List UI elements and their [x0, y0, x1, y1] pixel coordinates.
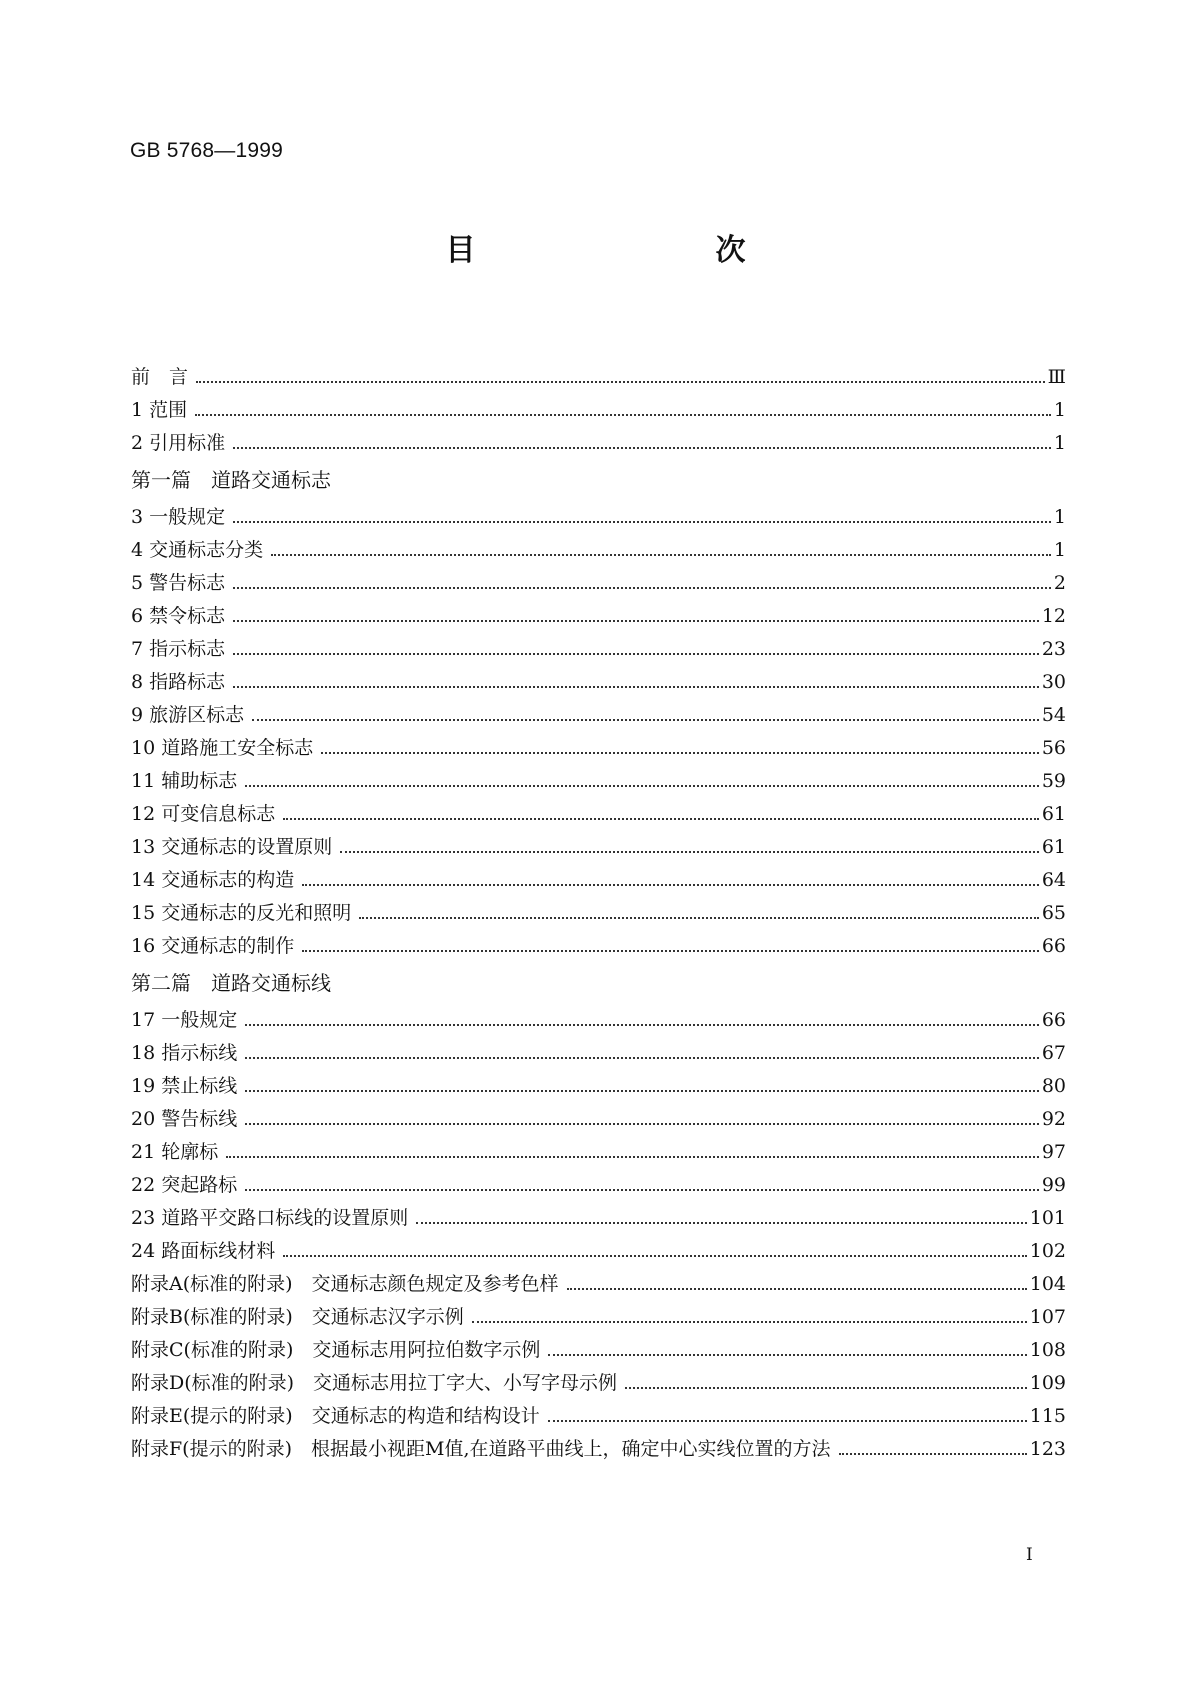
toc-entry[interactable]: [131, 1268, 1066, 1301]
toc-entry[interactable]: [131, 831, 1066, 864]
toc-entry-page: 66: [1041, 935, 1066, 957]
toc-dot-leader: [233, 447, 1051, 449]
toc-entry[interactable]: [131, 1103, 1066, 1136]
toc-entry-label: 21 轮廓标: [131, 1141, 219, 1163]
toc-entry-page: 1: [1053, 539, 1066, 561]
toc-entry-page: 59: [1041, 770, 1066, 792]
toc-entry[interactable]: [131, 501, 1066, 534]
toc-entry-page: 92: [1041, 1108, 1066, 1130]
toc-entry-label: 附录D(标准的附录) 交通标志用拉丁字大、小写字母示例: [131, 1372, 618, 1394]
toc-entry[interactable]: [131, 361, 1066, 394]
toc-dot-leader: [233, 521, 1051, 523]
toc-entry-label: 15 交通标志的反光和照明: [131, 902, 352, 924]
toc-entry-label: 3 一般规定: [131, 506, 226, 528]
toc-entry-label: 2 引用标准: [131, 432, 226, 454]
toc-dot-leader: [245, 1057, 1039, 1059]
toc-entry-page: Ⅲ: [1047, 366, 1066, 388]
toc-entry-label: 7 指示标志: [131, 638, 226, 660]
toc-dot-leader: [283, 818, 1039, 820]
toc-entry-label: 22 突起路标: [131, 1174, 238, 1196]
toc-entry-label: 1 范围: [131, 399, 188, 421]
toc-entry[interactable]: [131, 699, 1066, 732]
toc-entry-page: 123: [1029, 1438, 1066, 1460]
toc-entry[interactable]: [131, 427, 1066, 460]
toc-entry[interactable]: [131, 1202, 1066, 1235]
toc-entry-label: 10 道路施工安全标志: [131, 737, 314, 759]
toc-entry[interactable]: [131, 1070, 1066, 1103]
toc-entry-page: 30: [1041, 671, 1066, 693]
toc-entry-label: 14 交通标志的构造: [131, 869, 295, 891]
toc-entry[interactable]: [131, 732, 1066, 765]
toc-entry-label: 11 辅助标志: [131, 770, 238, 792]
toc-dot-leader: [245, 1189, 1039, 1191]
toc-entry[interactable]: [131, 1400, 1066, 1433]
toc-entry-label: 前 言: [131, 366, 189, 388]
toc-entry-page: 54: [1041, 704, 1066, 726]
toc-entry-label: 20 警告标线: [131, 1108, 238, 1130]
toc-entry-page: 56: [1041, 737, 1066, 759]
toc-entry[interactable]: [131, 930, 1066, 963]
toc-dot-leader: [245, 1090, 1039, 1092]
toc-entry-label: 24 路面标线材料: [131, 1240, 276, 1262]
toc-dot-leader: [472, 1321, 1027, 1323]
toc-dot-leader: [340, 851, 1039, 853]
toc-entry[interactable]: [131, 567, 1066, 600]
toc-dot-leader: [245, 785, 1039, 787]
toc-entry[interactable]: [131, 1334, 1066, 1367]
toc-dot-leader: [321, 752, 1039, 754]
toc-dot-leader: [226, 1156, 1039, 1158]
toc-entry-label: 23 道路平交路口标线的设置原则: [131, 1207, 409, 1229]
toc-entry-label: 4 交通标志分类: [131, 539, 264, 561]
toc-dot-leader: [359, 917, 1039, 919]
toc-dot-leader: [302, 884, 1039, 886]
toc-entry-label: 附录C(标准的附录) 交通标志用阿拉伯数字示例: [131, 1339, 541, 1361]
toc-dot-leader: [548, 1354, 1026, 1356]
page-number: I: [1026, 1545, 1033, 1565]
toc-dot-leader: [252, 719, 1039, 721]
toc-entry-page: 108: [1029, 1339, 1066, 1361]
table-of-contents: [131, 361, 1066, 1466]
toc-entry-page: 109: [1029, 1372, 1066, 1394]
toc-dot-leader: [195, 414, 1051, 416]
toc-entry-label: 16 交通标志的制作: [131, 935, 295, 957]
toc-entry-label: 8 指路标志: [131, 671, 226, 693]
toc-entry-page: 99: [1041, 1174, 1066, 1196]
toc-dot-leader: [233, 620, 1039, 622]
page-title: 目 次: [445, 233, 806, 268]
toc-entry[interactable]: [131, 1235, 1066, 1268]
toc-entry-label: 18 指示标线: [131, 1042, 238, 1064]
toc-entry[interactable]: [131, 1136, 1066, 1169]
toc-dot-leader: [245, 1024, 1039, 1026]
toc-part-heading: 第一篇 道路交通标志: [131, 468, 331, 492]
toc-entry[interactable]: [131, 1004, 1066, 1037]
toc-entry[interactable]: [131, 897, 1066, 930]
toc-entry-page: 61: [1041, 836, 1066, 858]
toc-entry-page: 80: [1041, 1075, 1066, 1097]
toc-entry-page: 2: [1053, 572, 1066, 594]
toc-entry-page: 107: [1029, 1306, 1066, 1328]
toc-entry-label: 附录A(标准的附录) 交通标志颜色规定及参考色样: [131, 1273, 559, 1295]
toc-dot-leader: [233, 686, 1039, 688]
toc-entry[interactable]: [131, 798, 1066, 831]
standard-number: GB 5768—1999: [130, 139, 284, 162]
toc-dot-leader: [271, 554, 1051, 556]
toc-dot-leader: [839, 1453, 1027, 1455]
toc-dot-leader: [416, 1222, 1027, 1224]
toc-dot-leader: [283, 1255, 1027, 1257]
toc-entry-page: 97: [1041, 1141, 1066, 1163]
toc-entry[interactable]: [131, 1433, 1066, 1466]
toc-entry[interactable]: [131, 600, 1066, 633]
toc-entry-page: 61: [1041, 803, 1066, 825]
toc-entry-label: 附录F(提示的附录) 根据最小视距M值,在道路平曲线上，确定中心实线位置的方法: [131, 1438, 831, 1460]
toc-entry-page: 104: [1029, 1273, 1066, 1295]
toc-entry-label: 附录E(提示的附录) 交通标志的构造和结构设计: [131, 1405, 540, 1427]
toc-dot-leader: [548, 1420, 1027, 1422]
toc-entry-label: 6 禁令标志: [131, 605, 226, 627]
toc-dot-leader: [567, 1288, 1027, 1290]
toc-dot-leader: [302, 950, 1039, 952]
toc-entry-page: 1: [1053, 399, 1066, 421]
toc-entry-label: 17 一般规定: [131, 1009, 238, 1031]
toc-entry-page: 12: [1041, 605, 1066, 627]
toc-entry[interactable]: [131, 1301, 1066, 1334]
toc-entry-page: 66: [1041, 1009, 1066, 1031]
toc-entry-label: 12 可变信息标志: [131, 803, 276, 825]
toc-entry[interactable]: [131, 864, 1066, 897]
toc-entry[interactable]: [131, 1037, 1066, 1070]
toc-entry-page: 65: [1041, 902, 1066, 924]
toc-entry-label: 附录B(标准的附录) 交通标志汉字示例: [131, 1306, 464, 1328]
toc-entry[interactable]: [131, 394, 1066, 427]
toc-entry-page: 102: [1029, 1240, 1066, 1262]
toc-entry-label: 13 交通标志的设置原则: [131, 836, 333, 858]
toc-entry-page: 1: [1053, 506, 1066, 528]
toc-part-heading: 第二篇 道路交通标线: [131, 971, 331, 995]
toc-entry-page: 67: [1041, 1042, 1066, 1064]
toc-entry-page: 23: [1041, 638, 1066, 660]
toc-entry[interactable]: [131, 666, 1066, 699]
toc-entry[interactable]: [131, 1367, 1066, 1400]
toc-dot-leader: [245, 1123, 1039, 1125]
toc-entry-page: 1: [1053, 432, 1066, 454]
toc-entry-page: 101: [1029, 1207, 1066, 1229]
toc-entry-page: 115: [1029, 1405, 1066, 1427]
toc-entry[interactable]: [131, 765, 1066, 798]
toc-entry-label: 19 禁止标线: [131, 1075, 238, 1097]
toc-entry-label: 9 旅游区标志: [131, 704, 245, 726]
toc-dot-leader: [233, 653, 1039, 655]
toc-entry[interactable]: [131, 1169, 1066, 1202]
toc-dot-leader: [233, 587, 1051, 589]
toc-entry-page: 64: [1041, 869, 1066, 891]
toc-entry[interactable]: [131, 534, 1066, 567]
toc-dot-leader: [196, 381, 1045, 383]
toc-entry-label: 5 警告标志: [131, 572, 226, 594]
toc-dot-leader: [625, 1387, 1027, 1389]
toc-entry[interactable]: [131, 633, 1066, 666]
